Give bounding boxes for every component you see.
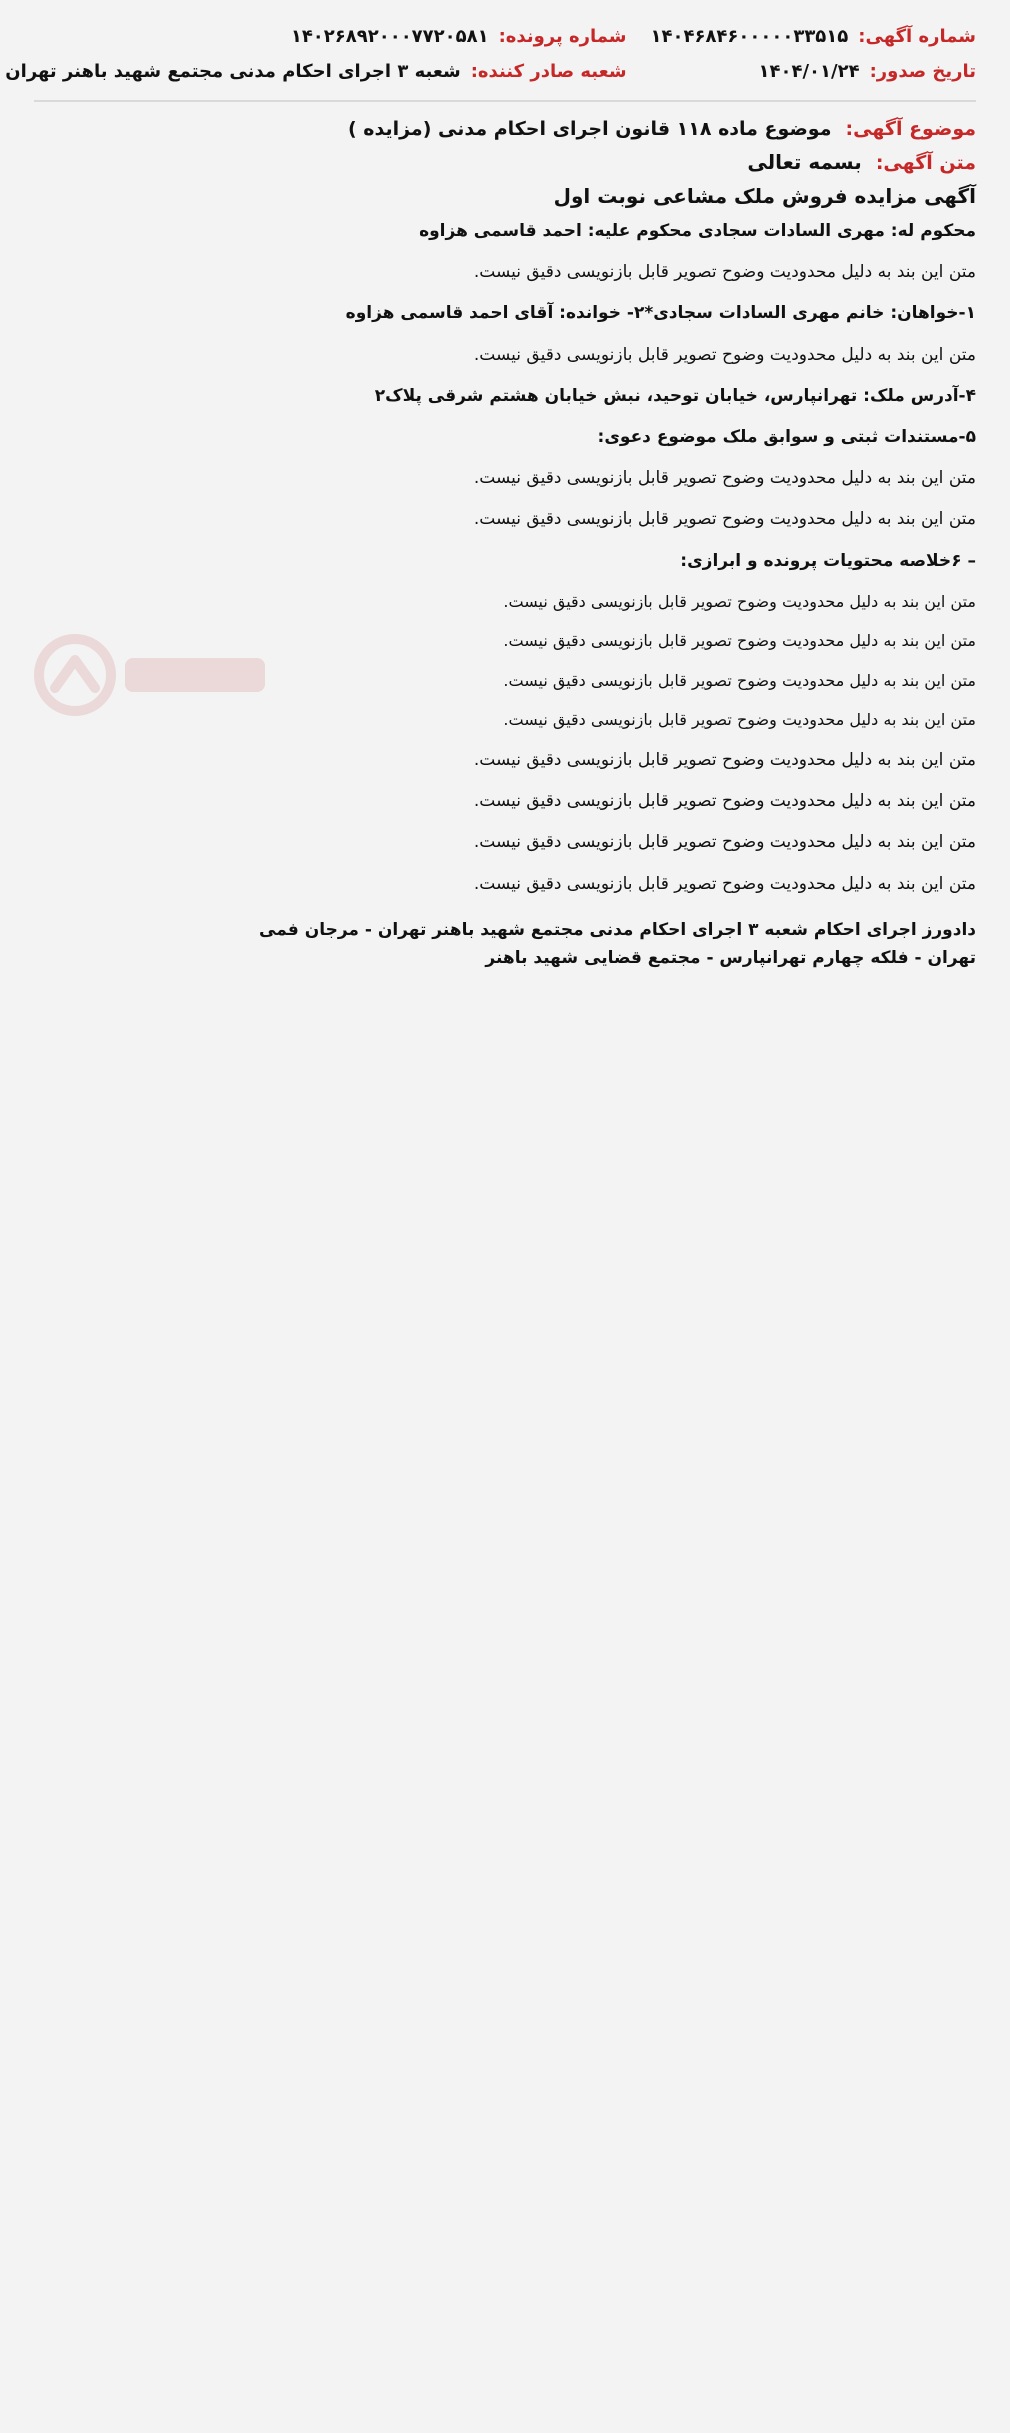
auction-title: آگهی مزایده فروش ملک مشاعی نوبت اول — [553, 184, 976, 208]
paragraph: متن این بند به دلیل محدودیت وضوح تصویر قابل بازنویسی دقیق نیست. — [473, 750, 976, 771]
issuer-label: شعبه صادر کننده: — [470, 61, 627, 82]
subject-label: موضوع آگهی: — [845, 118, 976, 140]
ad-number-label: شماره آگهی: — [858, 26, 976, 47]
issuer-value: شعبه ۳ اجرای احکام مدنی مجتمع شهید باهنر تهران — [5, 61, 461, 82]
paragraph: متن این بند به دلیل محدودیت وضوح تصویر قابل بازنویسی دقیق نیست. — [503, 710, 976, 730]
paragraph: متن این بند به دلیل محدودیت وضوح تصویر قابل بازنویسی دقیق نیست. — [473, 509, 976, 530]
paragraph: متن این بند به دلیل محدودیت وضوح تصویر قابل بازنویسی دقیق نیست. — [503, 631, 976, 651]
paragraph: متن این بند به دلیل محدودیت وضوح تصویر قابل بازنویسی دقیق نیست. — [473, 262, 976, 283]
paragraph: متن این بند به دلیل محدودیت وضوح تصویر قابل بازنویسی دقیق نیست. — [473, 344, 976, 365]
paragraph: ۴-آدرس ملک: تهرانپارس، خیابان توحید، نبش خیابان هشتم شرقی پلاک۲ — [374, 385, 976, 406]
header — [5, 26, 976, 82]
issue-date-label: تاریخ صدور: — [869, 61, 976, 82]
issue-date — [651, 61, 976, 82]
watermark-logo — [30, 630, 290, 720]
ad-number-value: ۱۴۰۴۶۸۴۶۰۰۰۰۰۳۳۵۱۵ — [650, 26, 849, 47]
case-number-label: شماره پرونده: — [498, 26, 627, 47]
footer-line-2: تهران - فلکه چهارم تهرانپارس - مجتمع قضایی شهید باهنر — [485, 947, 976, 968]
footer-line-1: دادورز اجرای احکام شعبه ۳ اجرای احکام مدنی مجتمع شهید باهنر تهران - مرجان فمی — [259, 919, 976, 940]
text-line — [34, 150, 976, 174]
footer — [34, 916, 976, 972]
parties: محکوم له: مهری السادات سجادی محکوم علیه: احمد قاسمی هزاوه — [419, 221, 976, 241]
paragraph: ۵-مستندات ثبتی و سوابق ملک موضوع دعوی: — [597, 426, 976, 447]
paragraph: متن این بند به دلیل محدودیت وضوح تصویر قابل بازنویسی دقیق نیست. — [473, 791, 976, 812]
paragraph: متن این بند به دلیل محدودیت وضوح تصویر قابل بازنویسی دقیق نیست. — [473, 832, 976, 853]
bismillah: بسمه تعالی — [747, 150, 862, 174]
ad-number — [651, 26, 976, 47]
case-number-value: ۱۴۰۲۶۸۹۲۰۰۰۷۷۲۰۵۸۱ — [290, 26, 489, 47]
paragraph: – ۶خلاصه محتویات پرونده و ابرازی: — [680, 550, 976, 571]
notice-body — [34, 218, 976, 898]
case-number — [5, 26, 626, 47]
subject-value: موضوع ماده ۱۱۸ قانون اجرای احکام مدنی (مزایده ) — [347, 118, 832, 140]
subject-line — [34, 118, 976, 140]
paragraph: متن این بند به دلیل محدودیت وضوح تصویر قابل بازنویسی دقیق نیست. — [473, 468, 976, 489]
divider — [34, 100, 976, 102]
paragraph: متن این بند به دلیل محدودیت وضوح تصویر قابل بازنویسی دقیق نیست. — [473, 873, 976, 894]
paragraph: متن این بند به دلیل محدودیت وضوح تصویر قابل بازنویسی دقیق نیست. — [503, 670, 976, 690]
issuer — [5, 61, 626, 82]
paragraph: ۱-خواهان: خانم مهری السادات سجادی*۲- خوانده: آقای احمد قاسمی هزاوه — [345, 303, 976, 324]
paragraph: متن این بند به دلیل محدودیت وضوح تصویر قابل بازنویسی دقیق نیست. — [503, 591, 976, 611]
text-label: متن آگهی: — [875, 152, 976, 174]
issue-date-value: ۱۴۰۴/۰۱/۲۴ — [758, 61, 860, 82]
